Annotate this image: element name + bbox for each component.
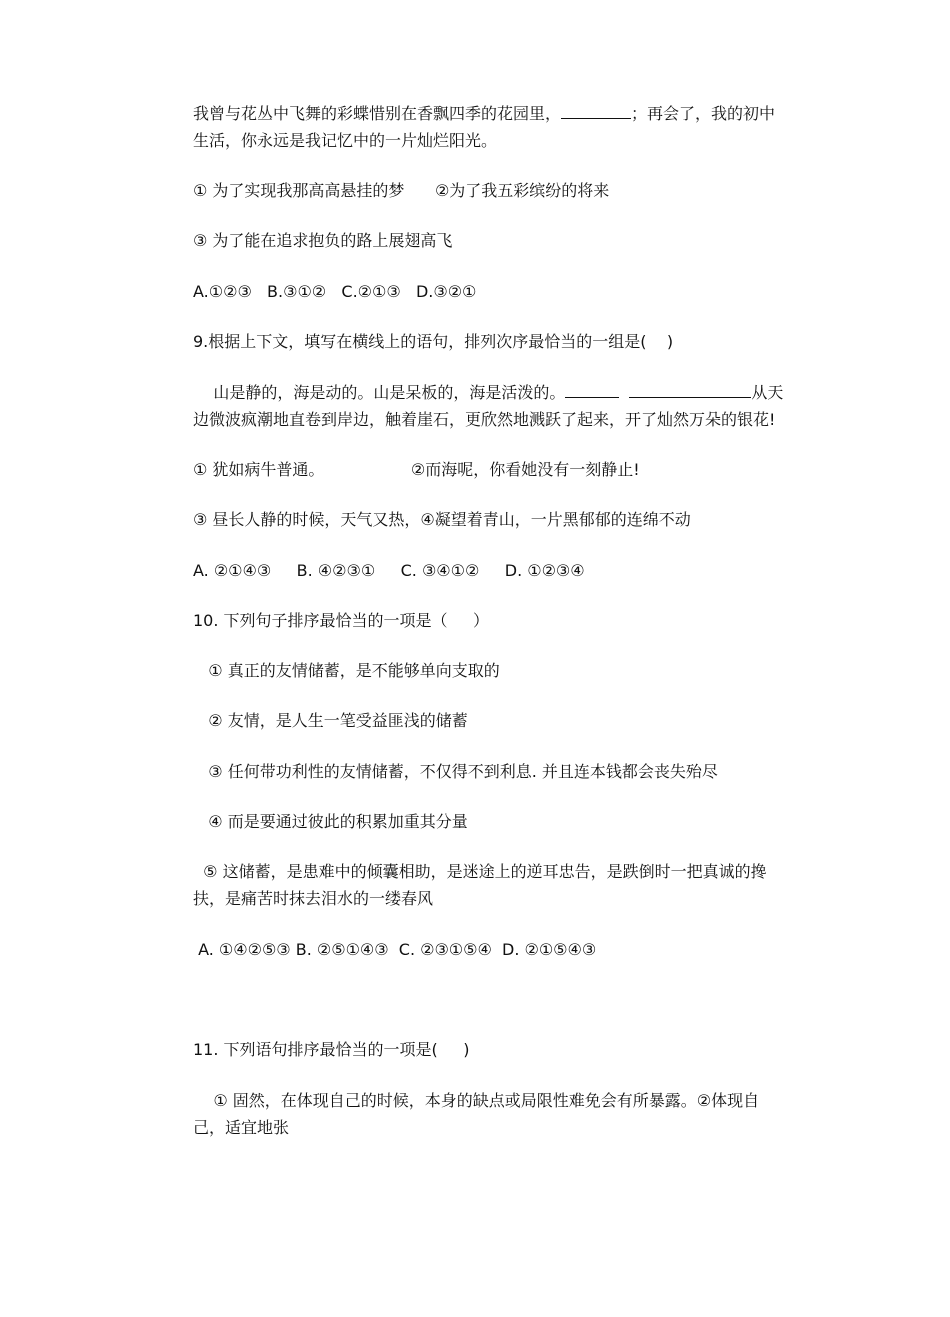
q10-sentence-3: ③ 任何带功利性的友情储蓄，不仅得不到利息. 并且连本钱都会丧失殆尽 [193,762,718,781]
answer-blank [561,104,631,119]
q10-sentence-5-line2: 扶，是痛苦时抹去泪水的一缕春风 [193,889,434,908]
q9-answer-choices: A. ②①④③ B. ④②③① C. ③④①② D. ①②③④ [193,561,585,580]
q9-options-line2: ③ 昼长人静的时候，天气又热，④凝望着青山，一片黑郁郁的连绵不动 [193,510,691,529]
q10-answer-choices: A. ①④②⑤③ B. ②⑤①④③ C. ②③①⑤④ D. ②①⑤④③ [193,940,597,959]
answer-blank-2 [629,383,751,398]
q8-paragraph-text-a: 我曾与花丛中飞舞的彩蝶惜别在香飘四季的花园里， [193,104,562,123]
q9-paragraph-text-b: 从天 [751,383,784,402]
q8-paragraph-line2: 生活，你永远是我记忆中的一片灿烂阳光。 [193,131,498,150]
q10-sentence-2: ② 友情，是人生一笔受益匪浅的储蓄 [193,711,468,730]
q10-sentence-4: ④ 而是要通过彼此的积累加重其分量 [193,812,468,831]
q11-paragraph-line1: ① 固然，在体现自己的时候，本身的缺点或局限性难免会有所暴露。②体现自 [193,1091,760,1110]
q10-sentence-5-line1: ⑤ 这储蓄，是患难中的倾囊相助，是迷途上的逆耳忠告，是跌倒时一把真诚的搀 [193,862,767,881]
answer-blank-1 [565,383,619,398]
q9-options-line1: ① 犹如病牛普通。 ②而海呢，你看她没有一刻静止! [193,460,640,479]
q8-options-line1: ① 为了实现我那高高悬挂的梦 ②为了我五彩缤纷的将来 [193,181,610,200]
q8-paragraph-text-b: ；再会了，我的初中 [631,104,776,123]
q8-paragraph-line1 [193,104,775,124]
q10-sentence-1: ① 真正的友情储蓄，是不能够单向支取的 [193,661,500,680]
q11-question: 11. 下列语句排序最恰当的一项是( ) [193,1040,470,1059]
q8-options-line2: ③ 为了能在追求抱负的路上展翅高飞 [193,231,453,250]
q8-answer-choices: A.①②③ B.③①② C.②①③ D.③②① [193,282,477,301]
q11-paragraph-line2: 己，适宜地张 [193,1118,290,1137]
q9-question: 9.根据上下文，填写在横线上的语句，排列次序最恰当的一组是( ) [193,332,674,351]
q9-paragraph-line2: 边微波疯潮地直卷到岸边，触着崖石，更欣然地溅跃了起来，开了灿然万朵的银花! [193,410,776,429]
q10-question: 10. 下列句子排序最恰当的一项是（ ） [193,611,489,630]
q9-paragraph-line1 [193,383,783,403]
q9-paragraph-text-a: 山是静的，海是动的。山是呆板的，海是活泼的。 [193,383,566,402]
